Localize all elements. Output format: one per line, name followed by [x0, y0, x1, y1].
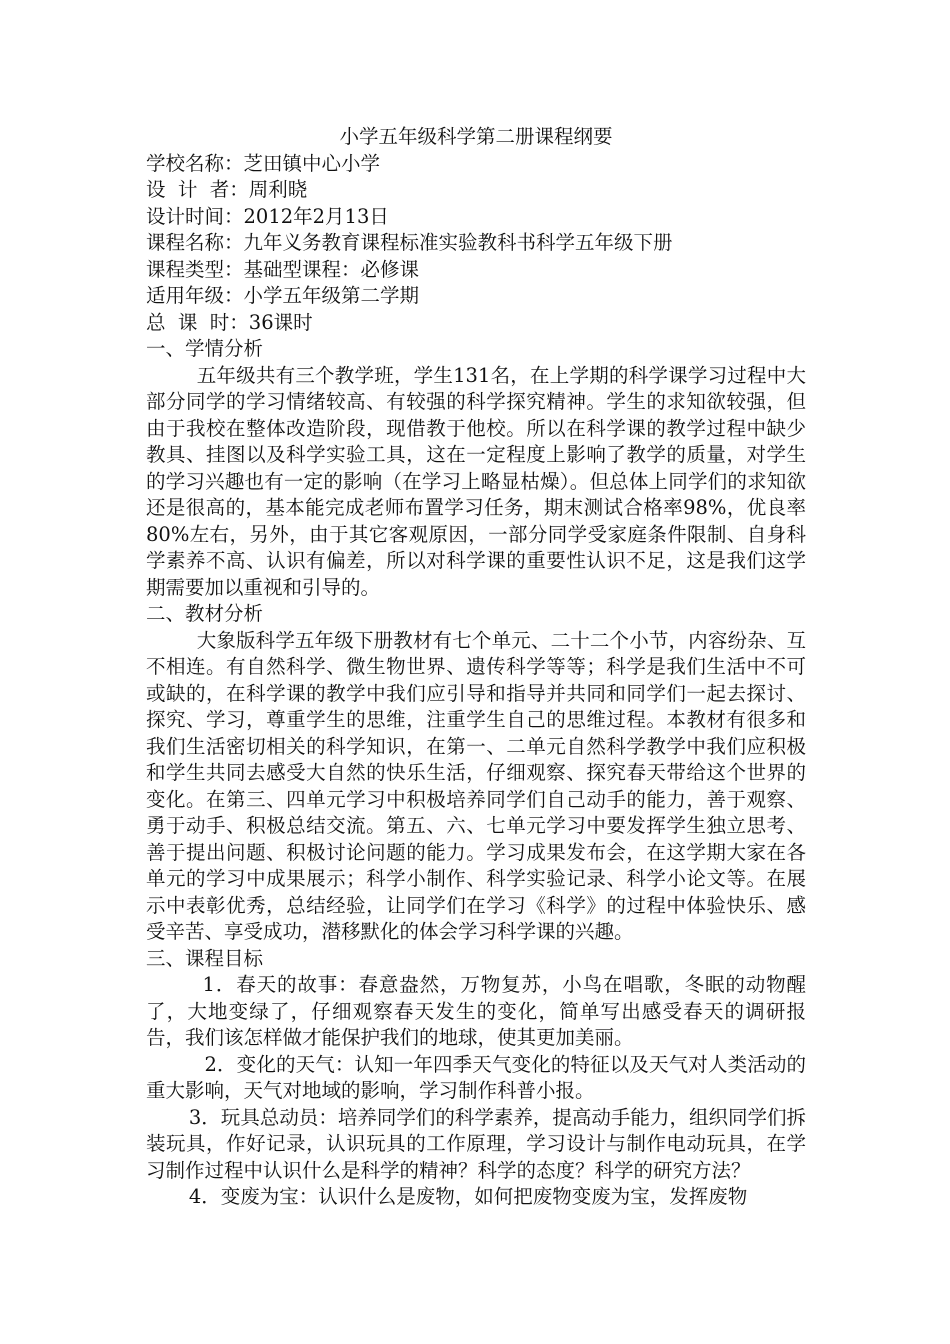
info-school: 学校名称：芝田镇中心小学	[146, 151, 381, 175]
goal-item-1: 1．春天的故事：春意盎然，万物复苏，小鸟在唱歌，冬眠的动物醒了，大地变绿了，仔细观察春天发生的变化，简单写出感受春天的调研报告，我们该怎样做才能保护我们的地球，使其更加美丽。	[146, 973, 806, 1049]
section-heading-2: 二、教材分析	[146, 602, 264, 625]
goal-item-4: 4．变废为宝：认识什么是废物，如何把废物变废为宝，发挥废物	[188, 1185, 748, 1208]
section-text-1: 五年级共有三个教学班，学生131名，在上学期的科学课学习过程中大部分同学的学习情绪较高、有较强的科学探究精神。学生的求知欲较强，但由于我校在整体改造阶段，现借教于他校。所以在科学课的教学过程中缺少教具、挂图以及科学实验工具，这在一定程度上影响了教学的质量，对学生的学习兴趣也有一定的影响（在学习上略显枯燥）。但总体上同学们的求知欲还是很高的，基本能完成老师布置学习任务，期末测试合格率98%，优良率80%左右，另外，由于其它客观原因，一部分同学受家庭条件限制、自身科学素养不高、认识有偏差，所以对科学课的重要性认识不足，这是我们这学期需要加以重视和引导的。	[146, 363, 806, 599]
info-course-type: 课程类型：基础型课程：必修课	[146, 257, 420, 281]
section-heading-1: 一、学情分析	[146, 337, 264, 360]
document-page	[146, 124, 806, 1211]
goal-item-2: 2．变化的天气：认知一年四季天气变化的特征以及天气对人类活动的重大影响，天气对地域的影响，学习制作科普小报。	[146, 1052, 806, 1102]
section-text-2: 大象版科学五年级下册教材有七个单元、二十二个小节，内容纷杂、互不相连。有自然科学、微生物世界、遗传科学等等；科学是我们生活中不可或缺的，在科学课的教学中我们应引导和指导并共同和同学们一起去探讨、探究、学习，尊重学生的思维，注重学生自己的思维过程。本教材有很多和我们生活密切相关的科学知识，在第一、二单元自然科学教学中我们应积极和学生共同去感受大自然的快乐生活，仔细观察、探究春天带给这个世界的变化。在第三、四单元学习中积极培养同学们自己动手的能力，善于观察、勇于动手、积极总结交流。第五、六、七单元学习中要发挥学生独立思考、善于提出问题、积极讨论问题的能力。学习成果发布会，在这学期大家在各单元的学习中成果展示；科学小制作、科学实验记录、科学小论文等。在展示中表彰优秀，总结经验，让同学们在学习《科学》的过程中体验快乐、感受辛苦、享受成功，潜移默化的体会学习科学课的兴趣。	[146, 628, 806, 943]
info-designer: 设 计 者：周利晓	[146, 178, 308, 201]
info-course-name: 课程名称：九年义务教育课程标准实验教科书科学五年级下册	[146, 231, 673, 254]
goal-item-3: 3．玩具总动员：培养同学们的科学素养，提高动手能力，组织同学们拆装玩具，作好记录，认识玩具的工作原理，学习设计与制作电动玩具，在学习制作过程中认识什么是科学的精神？科学的态度？科学的研究方法？	[146, 1105, 806, 1182]
info-date: 设计时间：2012年2月13日	[146, 204, 389, 228]
info-grade: 适用年级：小学五年级第二学期	[146, 284, 420, 307]
info-total-hours: 总 课 时：36课时	[146, 310, 313, 334]
document-title: 小学五年级科学第二册课程纲要	[339, 125, 613, 148]
section-heading-3: 三、课程目标	[146, 946, 264, 970]
